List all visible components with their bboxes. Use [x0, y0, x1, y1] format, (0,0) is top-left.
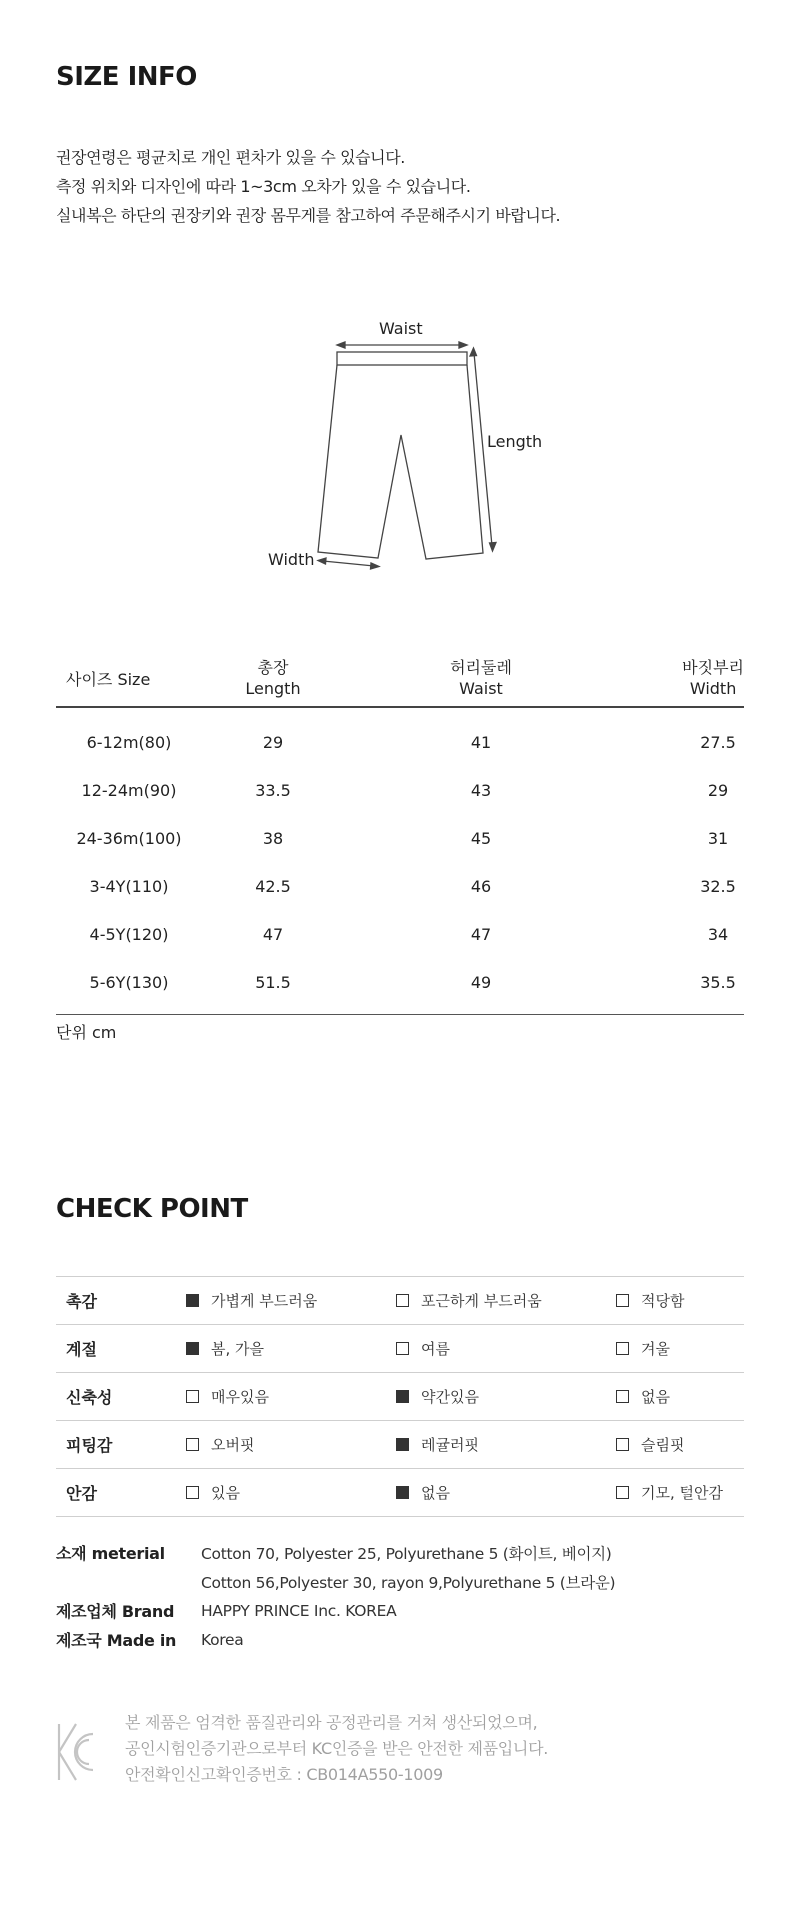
cell-waist: 47	[470, 924, 492, 944]
option-text: 여름	[421, 1340, 450, 1358]
size-info-notes	[56, 143, 560, 230]
kc-certification	[56, 1710, 744, 1800]
cell-length: 29	[262, 732, 284, 752]
size-info-title: SIZE INFO	[56, 62, 197, 92]
size-note-1: 권장연령은 평균치로 개인 편차가 있을 수 있습니다.	[56, 148, 405, 167]
check-point-table	[56, 1276, 744, 1517]
header-width	[618, 657, 744, 699]
check-option	[616, 1386, 744, 1407]
material-label: 소재 meterial	[56, 1544, 165, 1563]
option-text: 있음	[211, 1484, 240, 1502]
option-text: 레귤러핏	[421, 1436, 479, 1454]
header-length-en: Length	[245, 679, 301, 698]
size-table-header	[56, 650, 744, 708]
checkbox-icon	[396, 1438, 409, 1451]
option-text: 가볍게 부드러움	[211, 1292, 318, 1310]
cell-length: 47	[262, 924, 284, 944]
cell-waist: 46	[470, 876, 492, 896]
diagram-width-label: Width	[268, 550, 315, 569]
header-waist-ko: 허리둘레	[450, 658, 512, 677]
cell-size: 4-5Y(120)	[89, 924, 169, 944]
check-label: 촉감	[66, 1292, 97, 1311]
check-point-title: CHECK POINT	[56, 1194, 248, 1224]
cell-width: 35.5	[700, 972, 736, 992]
kc-text	[125, 1710, 548, 1788]
check-row-stretch	[56, 1373, 744, 1421]
checkbox-icon	[186, 1486, 199, 1499]
kc-line-3: 안전확인신고확인증번호 : CB014A550-1009	[125, 1765, 443, 1784]
checkbox-icon	[616, 1294, 629, 1307]
checkbox-icon	[616, 1342, 629, 1355]
option-text: 슬림핏	[641, 1436, 685, 1454]
header-width-en: Width	[689, 679, 737, 698]
cell-width: 29	[707, 780, 729, 800]
material-info	[56, 1538, 744, 1654]
checkbox-icon	[186, 1342, 199, 1355]
table-row	[56, 958, 744, 1006]
check-row-season	[56, 1325, 744, 1373]
pants-measurement-diagram	[255, 318, 555, 578]
check-row-lining	[56, 1469, 744, 1517]
size-note-2: 측정 위치와 디자인에 따라 1~3cm 오차가 있을 수 있습니다.	[56, 177, 471, 196]
check-option	[616, 1434, 744, 1455]
origin-value: Korea	[201, 1630, 244, 1649]
checkbox-icon	[616, 1486, 629, 1499]
diagram-waist-label: Waist	[379, 319, 423, 338]
waistband-shape	[337, 352, 467, 365]
checkbox-icon	[396, 1486, 409, 1499]
check-option	[396, 1290, 616, 1311]
brand-label: 제조업체 Brand	[56, 1602, 175, 1621]
table-row	[56, 910, 744, 958]
option-text: 약간있음	[421, 1388, 479, 1406]
cell-waist: 43	[470, 780, 492, 800]
option-text: 적당함	[641, 1292, 685, 1310]
cell-waist: 49	[470, 972, 492, 992]
kc-line-1: 본 제품은 엄격한 품질관리와 공정관리를 거쳐 생산되었으며,	[125, 1713, 538, 1732]
header-width-ko: 바짓부리	[682, 658, 744, 677]
table-row	[56, 718, 744, 766]
check-label: 신축성	[66, 1388, 113, 1407]
size-table-body	[56, 708, 744, 1015]
origin-label: 제조국 Made in	[56, 1631, 177, 1650]
check-option	[616, 1290, 744, 1311]
header-length	[202, 657, 344, 699]
cell-width: 32.5	[700, 876, 736, 896]
checkbox-icon	[186, 1390, 199, 1403]
cell-length: 42.5	[255, 876, 291, 896]
brand-value: HAPPY PRINCE Inc. KOREA	[201, 1601, 397, 1620]
material-row-2	[56, 1567, 744, 1596]
checkbox-icon	[616, 1438, 629, 1451]
header-waist-en: Waist	[459, 679, 503, 698]
cell-size: 5-6Y(130)	[89, 972, 169, 992]
check-label: 피팅감	[66, 1436, 113, 1455]
check-label: 안감	[66, 1484, 97, 1503]
material-row	[56, 1538, 744, 1567]
option-text: 겨울	[641, 1340, 670, 1358]
cell-width: 34	[707, 924, 729, 944]
option-text: 봄, 가을	[211, 1340, 265, 1358]
check-option	[396, 1338, 616, 1359]
checkbox-icon	[396, 1390, 409, 1403]
option-text: 매우있음	[211, 1388, 269, 1406]
table-row	[56, 862, 744, 910]
check-row-texture	[56, 1277, 744, 1325]
pants-body-shape	[318, 365, 483, 559]
cell-waist: 45	[470, 828, 492, 848]
cell-length: 33.5	[255, 780, 291, 800]
table-row	[56, 766, 744, 814]
checkbox-icon	[186, 1294, 199, 1307]
header-length-ko: 총장	[257, 658, 289, 677]
origin-row	[56, 1625, 744, 1654]
cell-width: 27.5	[700, 732, 736, 752]
checkbox-icon	[396, 1294, 409, 1307]
material-value-1: Cotton 70, Polyester 25, Polyurethane 5 (화이트, 베이지)	[201, 1544, 612, 1563]
material-value-2: Cotton 56,Polyester 30, rayon 9,Polyurethane 5 (브라운)	[201, 1573, 616, 1592]
size-table	[56, 650, 744, 1015]
cell-length: 38	[262, 828, 284, 848]
unit-note: 단위 cm	[56, 1023, 117, 1042]
option-text: 없음	[641, 1388, 670, 1406]
kc-line-2: 공인시험인증기관으로부터 KC인증을 받은 안전한 제품입니다.	[125, 1739, 549, 1758]
cell-length: 51.5	[255, 972, 291, 992]
check-option	[616, 1338, 744, 1359]
option-text: 포근하게 부드러움	[421, 1292, 542, 1310]
cell-waist: 41	[470, 732, 492, 752]
check-option	[616, 1482, 744, 1503]
check-option	[186, 1434, 396, 1455]
check-option	[186, 1290, 396, 1311]
cell-size: 24-36m(100)	[76, 828, 182, 848]
table-row	[56, 814, 744, 862]
cell-size: 3-4Y(110)	[89, 876, 169, 896]
check-label: 계절	[66, 1340, 97, 1359]
checkbox-icon	[396, 1342, 409, 1355]
cell-size: 6-12m(80)	[86, 732, 172, 752]
option-text: 오버핏	[211, 1436, 255, 1454]
diagram-length-label: Length	[487, 432, 543, 451]
header-size: 사이즈 Size	[66, 669, 151, 689]
check-option	[186, 1482, 396, 1503]
brand-row	[56, 1596, 744, 1625]
size-note-3: 실내복은 하단의 권장키와 권장 몸무게를 참고하여 주문해주시기 바랍니다.	[56, 206, 561, 225]
checkbox-icon	[616, 1390, 629, 1403]
checkbox-icon	[186, 1438, 199, 1451]
check-option	[396, 1434, 616, 1455]
check-option	[186, 1386, 396, 1407]
check-option	[186, 1338, 396, 1359]
check-row-fit	[56, 1421, 744, 1469]
check-option	[396, 1482, 616, 1503]
option-text: 없음	[421, 1484, 450, 1502]
cell-size: 12-24m(90)	[81, 780, 177, 800]
cell-width: 31	[707, 828, 729, 848]
kc-mark-icon	[56, 1722, 96, 1782]
check-option	[396, 1386, 616, 1407]
header-waist	[344, 657, 618, 699]
option-text: 기모, 털안감	[641, 1484, 723, 1502]
